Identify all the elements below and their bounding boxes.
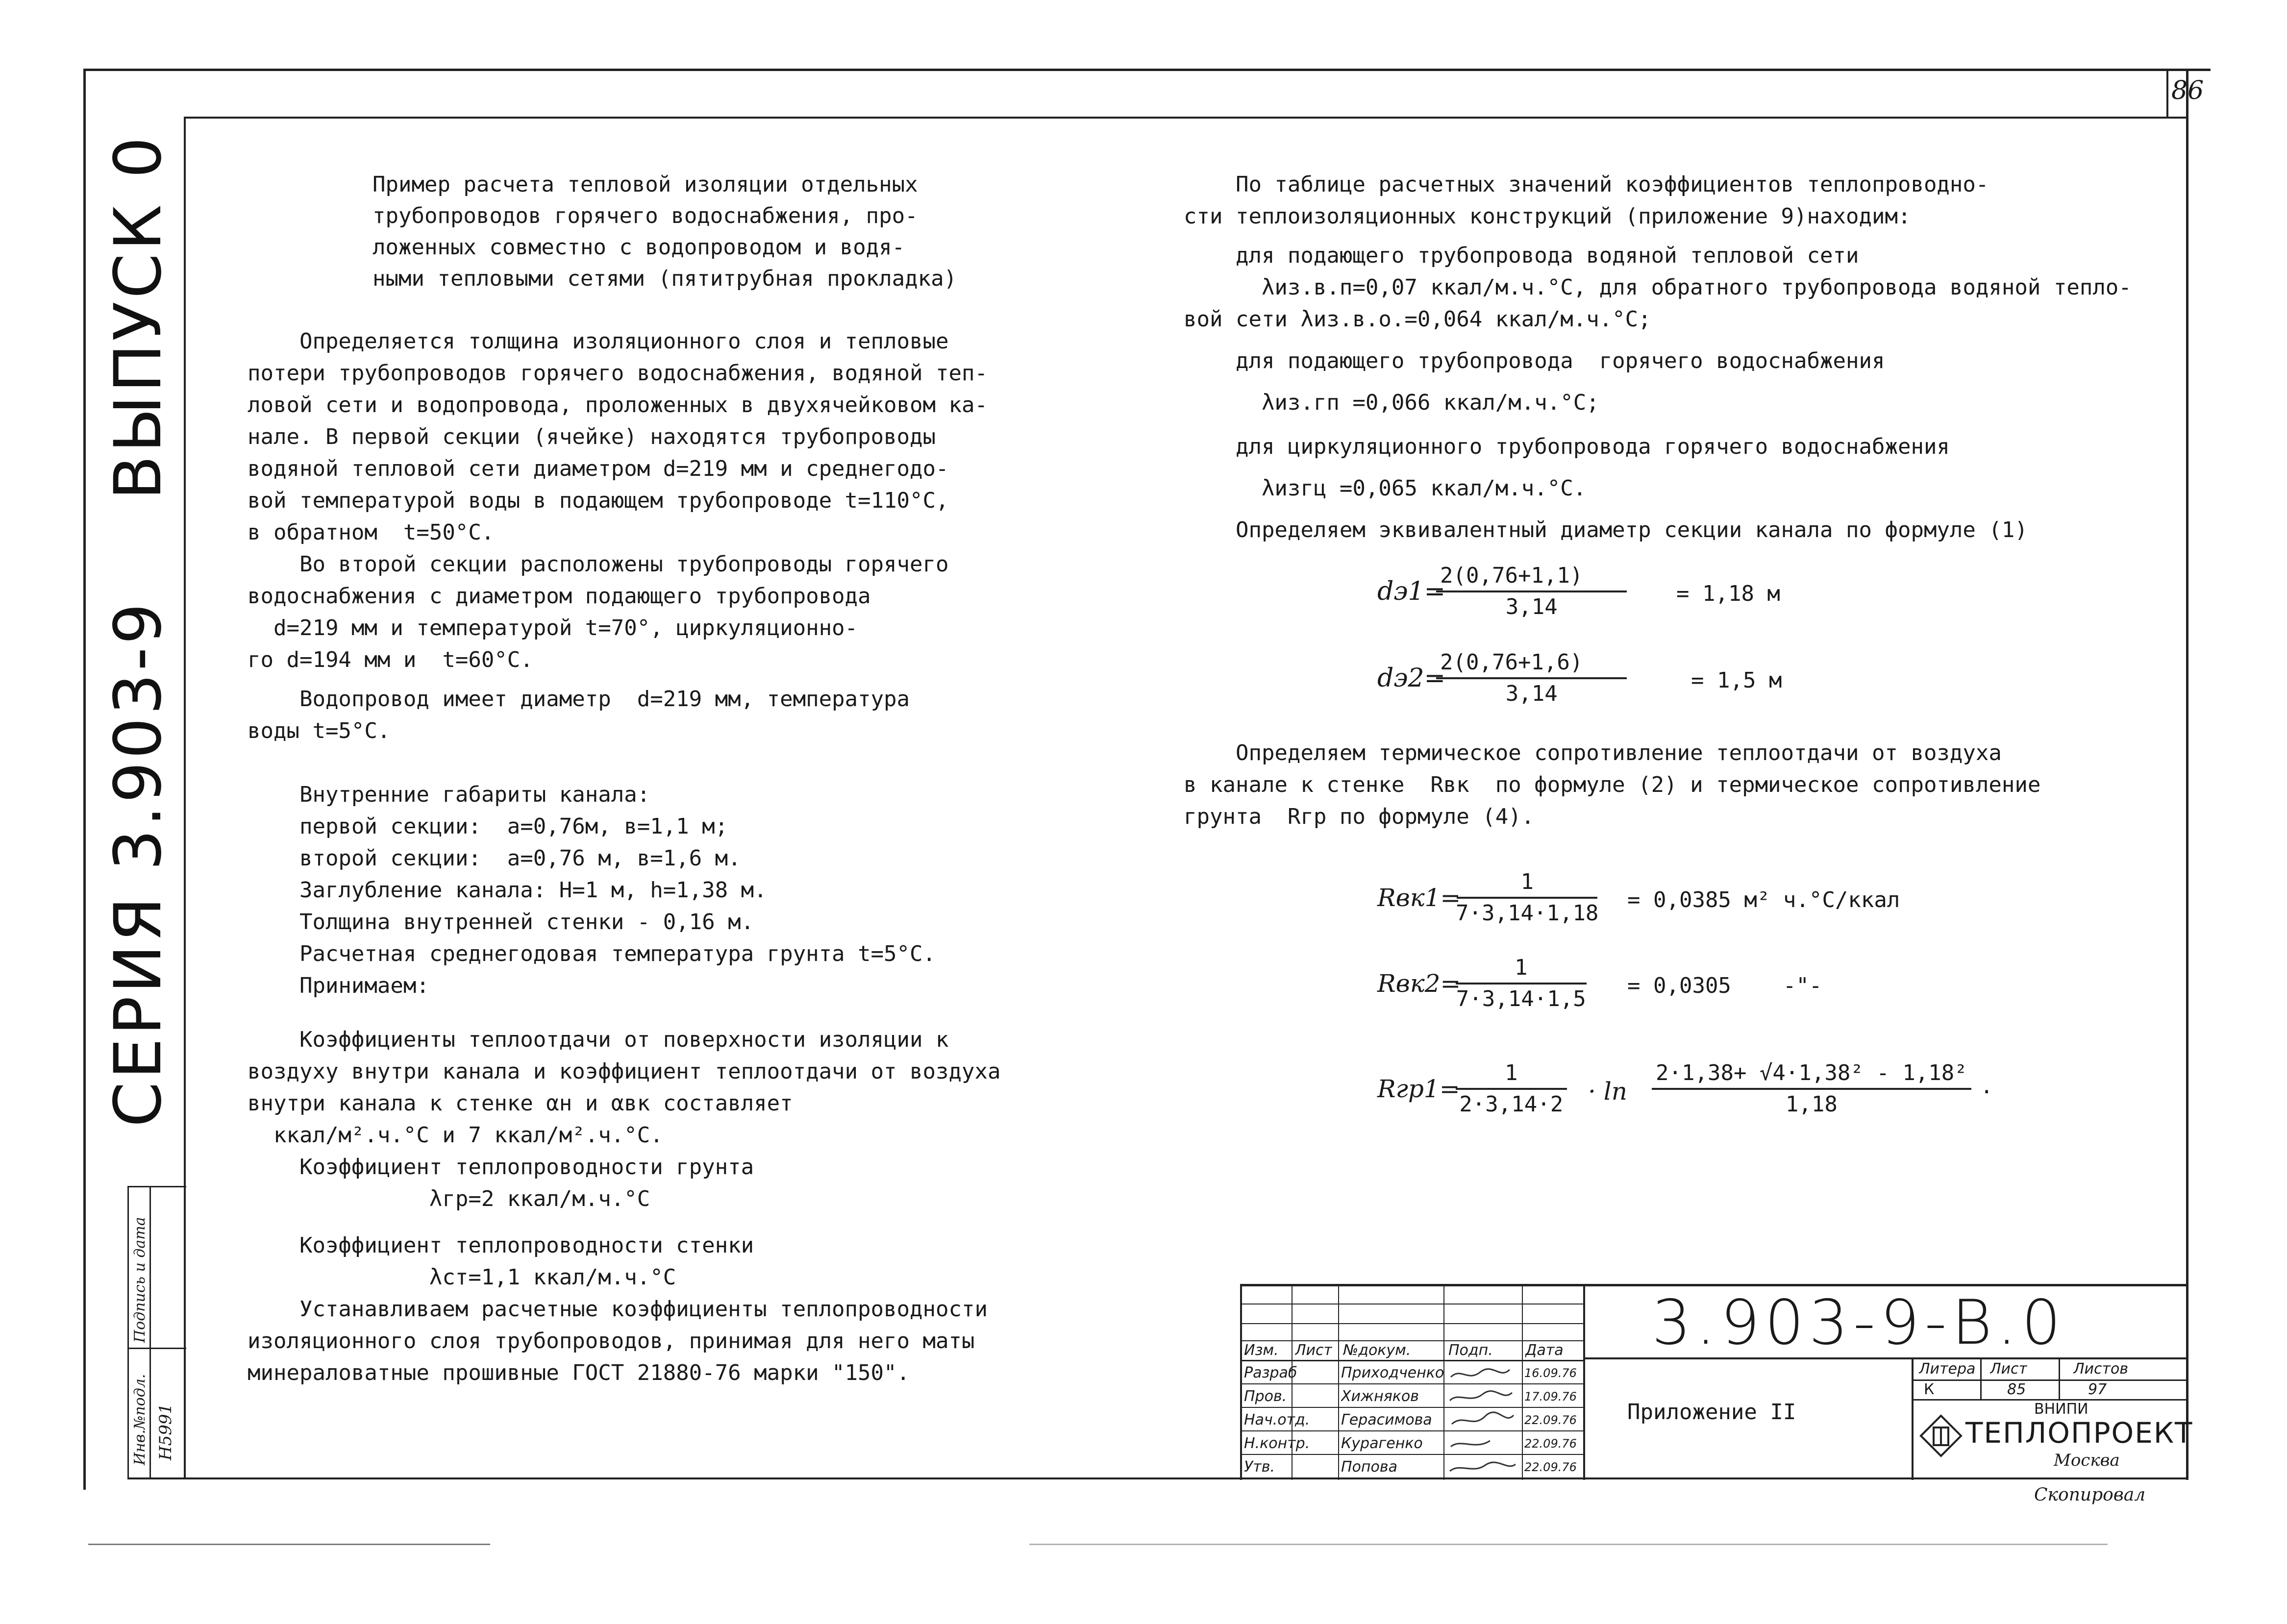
document-code: 3.903-9-В.0	[1652, 1286, 2066, 1358]
text-line: для циркуляционного трубопровода горячего водоснабжения	[1184, 434, 1950, 459]
formula-de1-den: 3,14	[1505, 594, 1558, 619]
text-line: минераловатные прошивные ГОСТ 21880-76 марки "150".	[248, 1360, 910, 1385]
formula-de1-label: dэ1=	[1377, 577, 1446, 606]
text-line: Заглубление канала: Н=1 м, h=1,38 м.	[248, 878, 767, 903]
tb-role: Пров.	[1244, 1388, 1287, 1405]
text-line: Водопровод имеет диаметр d=219 мм, температура	[248, 687, 910, 712]
text-line: ккал/м².ч.°С и 7 ккал/м².ч.°С.	[248, 1123, 663, 1148]
title-line-3: ложенных совместно с водопроводом и водя-	[373, 235, 905, 260]
formula-de1-result: = 1,18 м	[1676, 581, 1780, 606]
tb-date: 22.09.76	[1524, 1413, 1577, 1427]
stage-value-list: 85	[2007, 1381, 2026, 1398]
text-line: второй секции: а=0,76 м, в=1,6 м.	[248, 846, 741, 871]
text-line: ловой сети и водопровода, проложенных в двухячейковом ка-	[248, 393, 988, 418]
text-line: воздуху внутри канала и коэффициент теплоотдачи от воздуха	[248, 1059, 1001, 1084]
stamp-row	[127, 1348, 186, 1349]
stage-label-litera: Литера	[1919, 1360, 1976, 1378]
text-line: Определяется толщина изоляционного слоя и тепловые	[248, 329, 949, 354]
tb-role: Разраб	[1244, 1364, 1297, 1381]
formula-r3-den: 2·3,14·2	[1459, 1092, 1564, 1117]
formula-r2-label: Rвк2=	[1377, 969, 1461, 998]
text-line: Коэффициенты теплоотдачи от поверхности изоляции к	[248, 1027, 949, 1052]
formula-r1-den: 7·3,14·1,18	[1456, 901, 1599, 926]
inner-frame-top	[184, 117, 2188, 119]
formula-de2-label: dэ2=	[1377, 664, 1446, 693]
text-line: λгр=2 ккал/м.ч.°С	[248, 1186, 650, 1211]
tb-stage-v	[1912, 1357, 1914, 1480]
tb-header-list: Лист	[1295, 1342, 1333, 1359]
formula-r1-label: Rвк1=	[1377, 884, 1461, 912]
stage-value-litera: К	[1924, 1381, 1935, 1398]
tb-header-doc: №докум.	[1343, 1342, 1411, 1359]
formula-r1-num: 1	[1457, 867, 1597, 899]
text-line: водяной тепловой сети диаметром d=219 мм и среднегодо-	[248, 456, 949, 481]
formula-de1-num: 2(0,76+1,1)	[1436, 561, 1627, 592]
tb-person: Попова	[1341, 1458, 1397, 1476]
inner-frame-left	[184, 117, 186, 1479]
copied-note: Скопировал	[2034, 1485, 2146, 1505]
formula-r3-ln: · ln	[1588, 1077, 1627, 1106]
tb-person: Курагенко	[1341, 1435, 1423, 1452]
text-line: По таблице расчетных значений коэффициентов теплопроводно-	[1184, 172, 1989, 197]
formula-de1-fraction	[1436, 561, 1627, 622]
frame-top	[83, 69, 2211, 71]
title-line-4: ными тепловыми сетями (пятитрубная прокладка)	[373, 266, 957, 291]
bottom-dashes-2	[1029, 1544, 2108, 1545]
formula-r2-fraction	[1456, 953, 1587, 1014]
stage-label-listov: Листов	[2073, 1360, 2129, 1378]
text-line: Толщина внутренней стенки - 0,16 м.	[248, 910, 754, 935]
text-line: λиз.гп =0,066 ккал/м.ч.°С;	[1184, 390, 1599, 415]
stamp-sign-label: Подпись и дата	[131, 1217, 149, 1343]
tb-stage-c1	[1980, 1357, 1982, 1399]
inner-frame-right	[2186, 69, 2188, 1480]
stage-label-list: Лист	[1990, 1360, 2028, 1378]
text-line: изоляционного слоя трубопроводов, принимая для него маты	[248, 1329, 975, 1353]
text-line: для подающего трубопровода горячего водоснабжения	[1184, 348, 1885, 373]
stamp-inv-label: Инв.№подл.	[131, 1374, 149, 1465]
text-line: λиз.в.п=0,07 ккал/м.ч.°С, для обратного трубопровода водяной тепло-	[1184, 275, 2132, 300]
organization-logo	[1919, 1414, 1963, 1458]
formula-r3-fraction	[1456, 1058, 1567, 1119]
signature-scribbles	[1446, 1362, 1519, 1477]
text-line: нале. В первой секции (ячейке) находятся трубопроводы	[248, 424, 936, 449]
tb-stage-h1	[1912, 1379, 2188, 1381]
tb-role: Нач.отд.	[1244, 1411, 1310, 1428]
stamp-top	[127, 1186, 186, 1187]
tb-header-sign: Подп.	[1448, 1342, 1493, 1359]
tb-role: Утв.	[1244, 1458, 1275, 1476]
org-small: ВНИПИ	[2034, 1401, 2088, 1418]
inner-frame-bottom	[127, 1477, 2188, 1479]
formula-r3-log-num: 2·1,38+ √4·1,38² - 1,18²	[1652, 1058, 1971, 1090]
stamp-number: H5991	[156, 1403, 175, 1460]
text-line: Принимаем:	[248, 973, 429, 998]
text-line: Расчетная среднегодовая температура грунта t=5°C.	[248, 941, 936, 966]
tb-split-v	[1583, 1284, 1585, 1480]
formula-r3-result: .	[1980, 1074, 1993, 1099]
text-line: водоснабжения с диаметром подающего трубопровода	[248, 584, 871, 609]
tb-stage-c2	[2059, 1357, 2060, 1399]
formula-r1-fraction	[1456, 867, 1598, 928]
tb-person: Приходченко	[1341, 1364, 1444, 1381]
tb-date: 22.09.76	[1524, 1460, 1577, 1474]
tb-person: Хижняков	[1341, 1388, 1419, 1405]
tb-date: 16.09.76	[1524, 1366, 1577, 1380]
org-city: Москва	[2054, 1451, 2120, 1470]
tb-header-izm: Изм.	[1244, 1342, 1279, 1359]
formula-de2-den: 3,14	[1505, 681, 1558, 706]
tb-date: 17.09.76	[1524, 1390, 1577, 1403]
formula-r1-result: = 0,0385 м² ч.°С/ккал	[1627, 887, 1900, 912]
title-line-1: Пример расчета тепловой изоляции отдельных	[373, 172, 918, 197]
tb-header-date: Дата	[1525, 1342, 1564, 1359]
tb-person: Герасимова	[1341, 1411, 1432, 1428]
formula-de2-fraction	[1436, 648, 1627, 709]
text-line: го d=194 мм и t=60°C.	[248, 647, 533, 672]
document-title: Приложение II	[1627, 1400, 1796, 1425]
formula-r3-log-fraction	[1652, 1058, 1971, 1119]
text-line: первой секции: а=0,76м, в=1,1 м;	[248, 814, 728, 839]
text-line: потери трубопроводов горячего водоснабжения, водяной теп-	[248, 361, 988, 386]
text-line: Устанавливаем расчетные коэффициенты теплопроводности	[248, 1297, 988, 1322]
tb-date: 22.09.76	[1524, 1437, 1577, 1451]
frame-left	[83, 69, 86, 1490]
text-line: для подающего трубопровода водяной тепловой сети	[1184, 243, 1859, 268]
page-number-box-left	[2166, 69, 2168, 118]
formula-r2-den: 7·3,14·1,5	[1456, 986, 1586, 1011]
text-line: грунта Rгр по формуле (4).	[1184, 804, 1535, 829]
text-line: сти теплоизоляционных конструкций (приложение 9)находим:	[1184, 204, 1911, 229]
text-line: вой температурой воды в подающем трубопроводе t=110°C,	[248, 488, 949, 513]
text-line: Коэффициент теплопроводности грунта	[248, 1155, 754, 1180]
title-line-2: трубопроводов горячего водоснабжения, про-	[373, 203, 918, 228]
tb-left	[1240, 1284, 1242, 1480]
formula-r3-num: 1	[1456, 1058, 1567, 1090]
text-line: λизгц =0,065 ккал/м.ч.°С.	[1184, 476, 1587, 501]
org-name: ТЕПЛОПРОЕКТ	[1965, 1416, 2193, 1450]
series-label: СЕРИЯ 3.903-9	[100, 600, 176, 1127]
text-line: Во второй секции расположены трубопроводы горячего	[248, 552, 949, 577]
text-line: вой сети λиз.в.о.=0,064 ккал/м.ч.°С;	[1184, 307, 1651, 332]
formula-de2-result: = 1,5 м	[1691, 668, 1782, 693]
text-line: Определяем термическое сопротивление теплоотдачи от воздуха	[1184, 740, 2002, 765]
issue-label: ВЫПУСК 0	[100, 134, 176, 500]
formula-r2-num: 1	[1456, 953, 1587, 984]
stamp-left	[127, 1186, 129, 1477]
text-line: внутри канала к стенке αн и αвк составляет	[248, 1091, 793, 1116]
formula-r3-log-den: 1,18	[1785, 1092, 1838, 1117]
text-line: λст=1,1 ккал/м.ч.°С	[248, 1265, 676, 1290]
text-line: Коэффициент теплопроводности стенки	[248, 1233, 754, 1258]
tb-col	[1522, 1284, 1523, 1480]
stage-value-listov: 97	[2088, 1381, 2107, 1398]
formula-de2-num: 2(0,76+1,6)	[1436, 648, 1627, 679]
bottom-dashes	[88, 1544, 490, 1545]
stamp-mid	[149, 1186, 151, 1477]
page-number: 86	[2171, 76, 2204, 105]
text-line: Внутренние габариты канала:	[248, 782, 650, 807]
formula-r3-label: Rгр1=	[1377, 1075, 1460, 1103]
tb-col	[1443, 1284, 1444, 1480]
formula-r2-result: = 0,0305 -"-	[1627, 973, 1822, 998]
tb-col	[1338, 1284, 1339, 1480]
tb-role: Н.контр.	[1244, 1435, 1310, 1452]
text-line: в обратном t=50°C.	[248, 520, 495, 545]
text-line: воды t=5°C.	[248, 718, 391, 743]
text-line: Определяем эквивалентный диаметр секции канала по формуле (1)	[1184, 517, 2028, 542]
text-line: в канале к стенке Rвк по формуле (2) и термическое сопротивление	[1184, 772, 2041, 797]
text-line: d=219 мм и температурой t=70°, циркуляционно-	[248, 615, 858, 640]
